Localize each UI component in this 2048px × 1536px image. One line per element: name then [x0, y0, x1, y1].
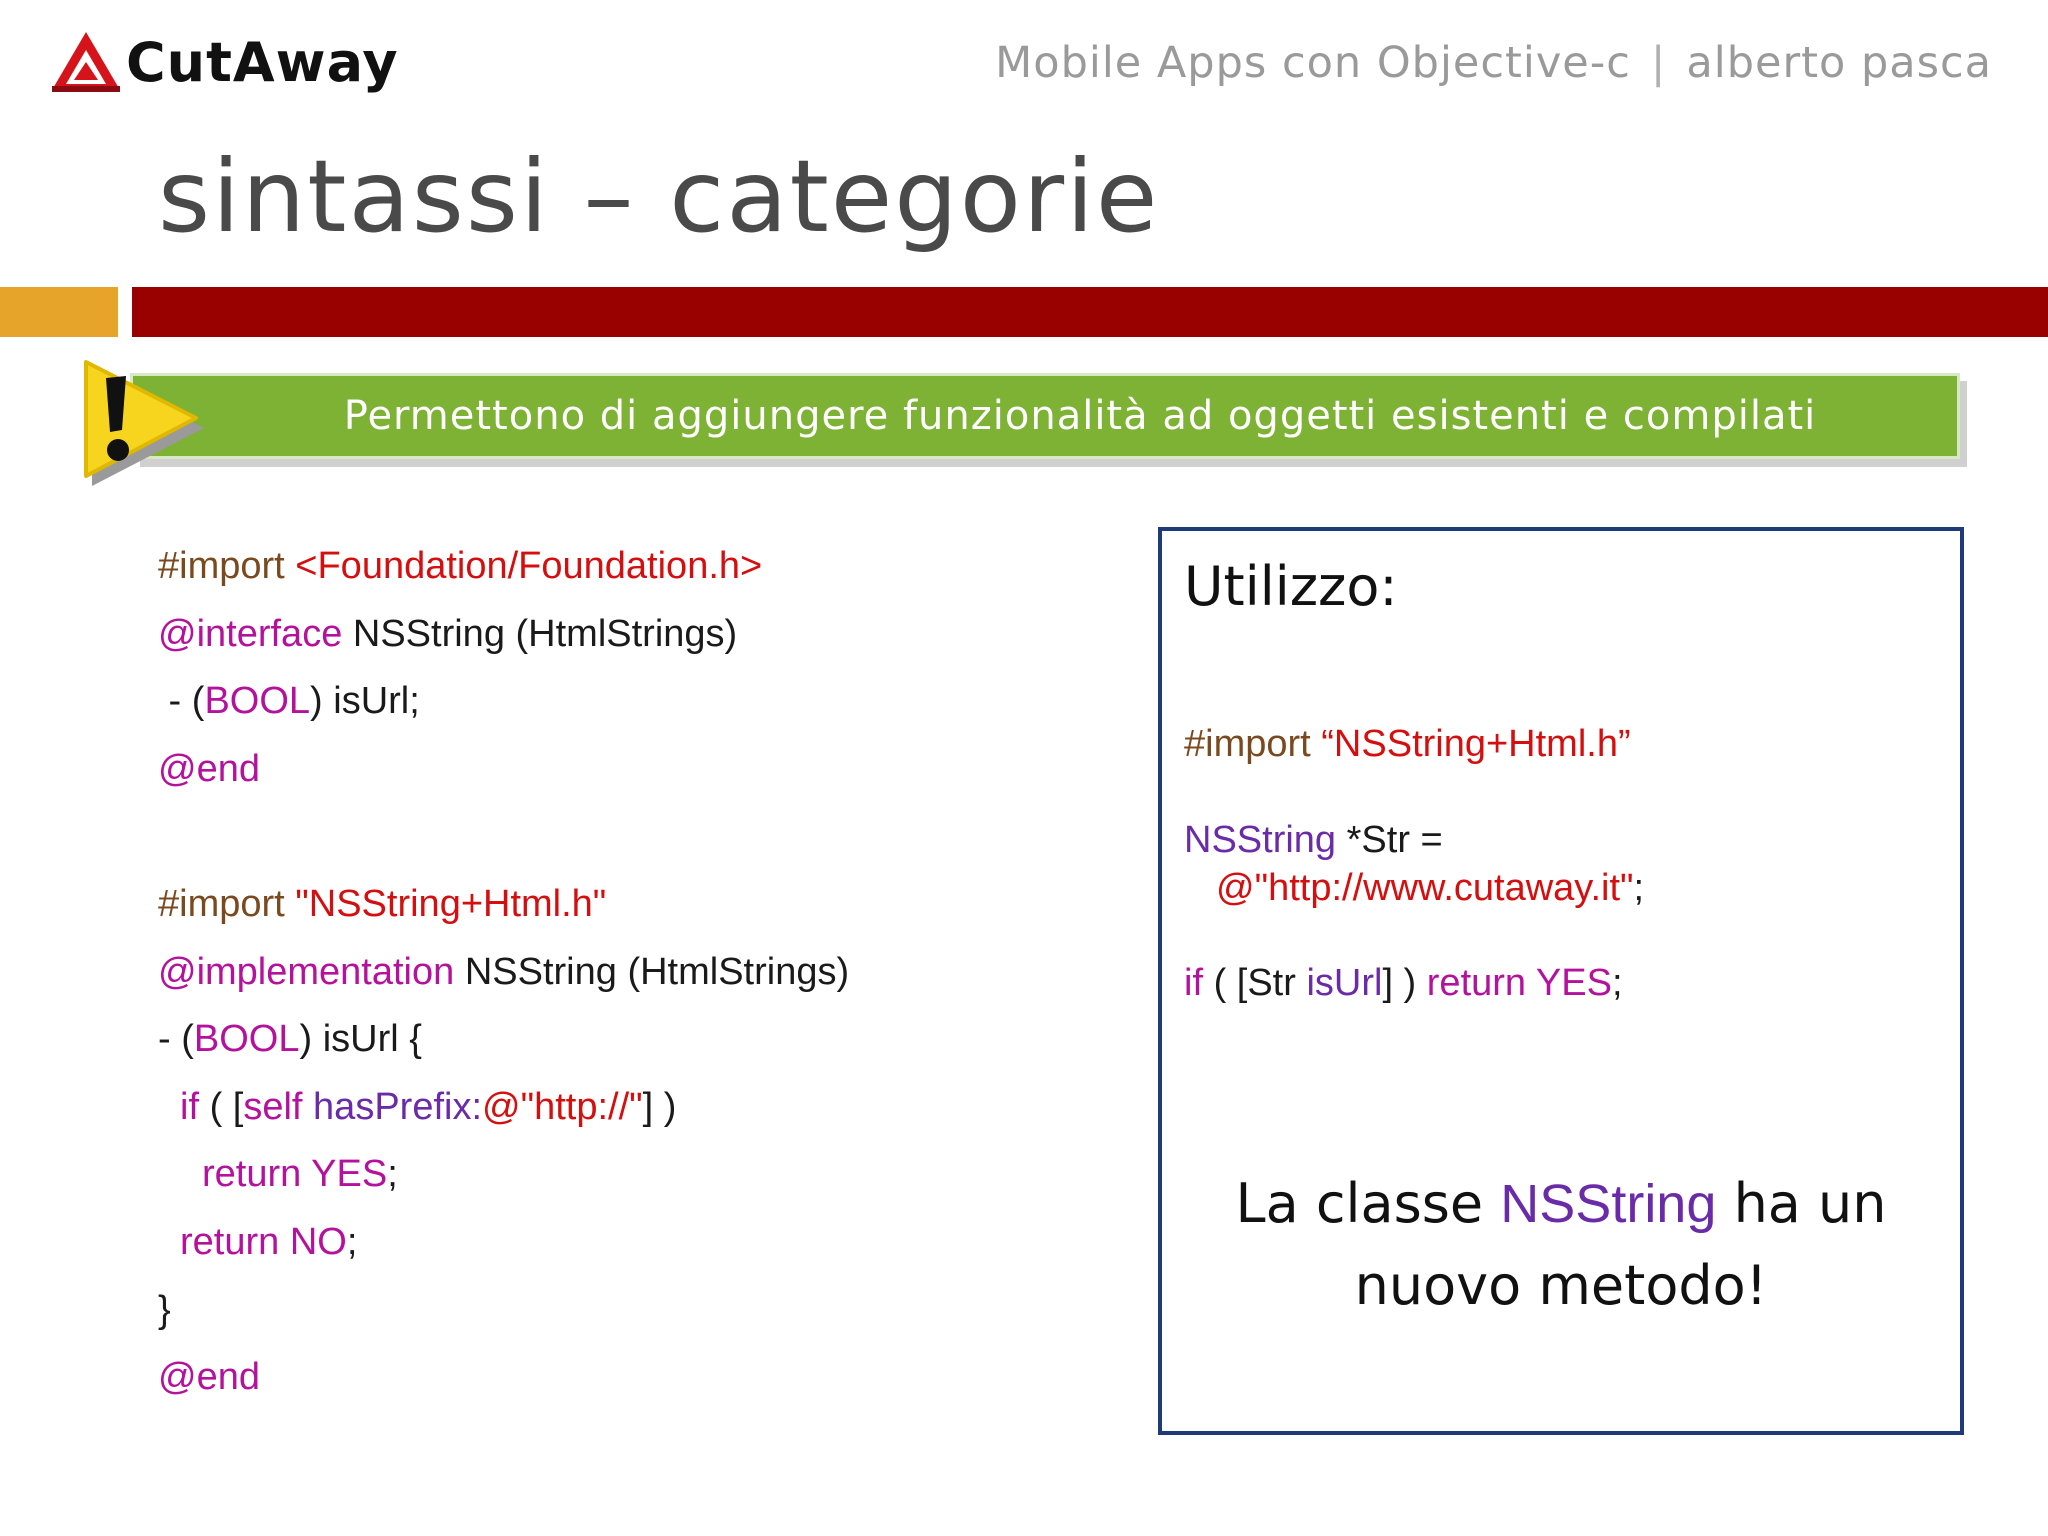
header-course-author [995, 38, 1992, 88]
author-name: alberto pasca [1686, 38, 1992, 88]
accent-bar-red [132, 287, 2048, 337]
code-line-12: @end [158, 1356, 260, 1398]
info-banner [130, 373, 1960, 459]
code-line-2: @interface NSString (HtmlStrings) [158, 613, 738, 655]
cutaway-triangle-logo-icon [50, 30, 122, 94]
header-separator: | [1650, 38, 1667, 88]
accent-bar-orange [0, 287, 118, 337]
course-title: Mobile Apps con Objective-c [995, 38, 1631, 88]
logo-text: CutAway [126, 30, 399, 94]
code-line-1: #import <Foundation/Foundation.h> [158, 545, 763, 587]
usage-box [1158, 527, 1964, 1435]
usage-title: Utilizzo: [1184, 555, 1398, 618]
code-line-4: @end [158, 748, 260, 790]
warning-exclamation-icon [76, 356, 206, 490]
usage-line-2: NSString *Str = [1184, 819, 1443, 861]
banner-text: Permettono di aggiungere funzionalità ad oggetti esistenti e compilati [343, 393, 1817, 439]
code-line-5: #import "NSString+Html.h" [158, 883, 607, 925]
usage-line-1: #import “NSString+Html.h” [1184, 723, 1631, 765]
slide-title: sintassi – categorie [158, 138, 1160, 255]
code-line-11: } [158, 1289, 171, 1331]
usage-line-4: if ( [Str isUrl] ) return YES; [1184, 962, 1623, 1004]
code-line-7: - (BOOL) isUrl { [158, 1018, 422, 1060]
code-line-9: return YES; [202, 1153, 398, 1195]
code-line-8: if ( [self hasPrefix:@"http://"] ) [180, 1086, 677, 1128]
code-line-10: return NO; [180, 1221, 358, 1263]
usage-line-3: @"http://www.cutaway.it"; [1216, 867, 1645, 909]
usage-note: La classe NSString ha un nuovo metodo! [1235, 1172, 1887, 1317]
code-line-6: @implementation NSString (HtmlStrings) [158, 951, 850, 993]
cutaway-logo [50, 26, 399, 98]
code-line-3: - (BOOL) isUrl; [158, 680, 420, 722]
